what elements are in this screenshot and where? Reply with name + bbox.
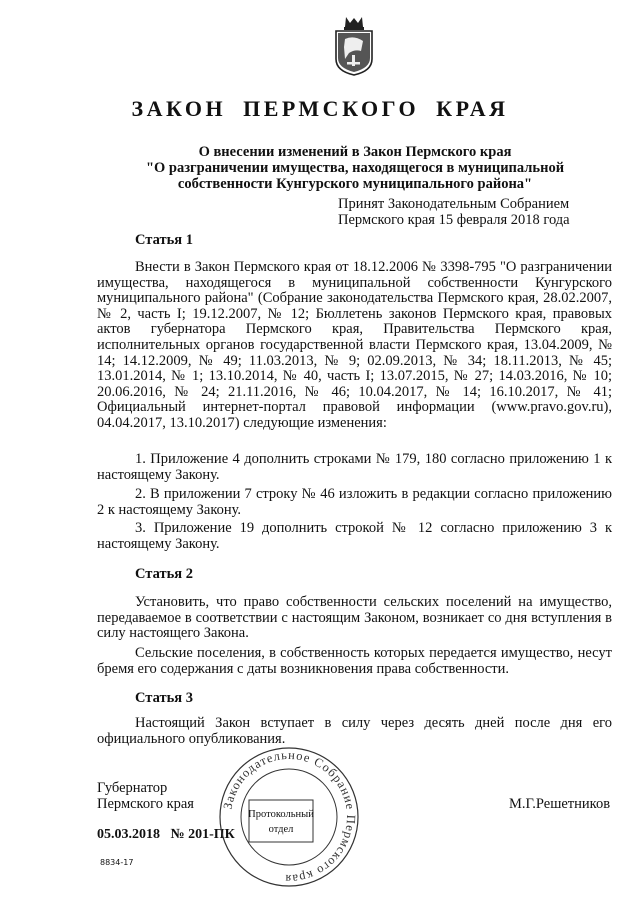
article-3-heading: Статья 3 (135, 690, 193, 706)
article-2-heading: Статья 2 (135, 566, 193, 582)
signatory-position: Губернатор Пермского края (97, 780, 194, 812)
coat-of-arms-icon (333, 15, 375, 77)
signatory-name: М.Г.Решетников (509, 796, 611, 812)
law-date-number: 05.03.2018 № 201-ПК (97, 827, 235, 842)
article-1-intro: Внести в Закон Пермского края от 18.12.2006 № 3398-795 "О разграничении имущества, находящегося в муниципальной собственности Кунгурского муниципального района" (Собрание законодательства Пермского края, 28.02.2007, № 2, часть I; 19.12.2007, № 12; Бюллетень законов Пермского края, правовых актов губернатора Пермского края, Правительства Пермского края, исполнительных органов государственной власти Пермского края, 13.04.2009, № 14; 14.12.2009, № 49; 11.03.2013, № 9; 02.09.2013, № 34; 18.11.2013, № 45; 13.01.2014, № 1; 13.10.2014, № 40, часть I; 13.07.2015, № 27; 14.03.2016, № 10; 20.06.2016, № 24; 21.11.2016, № 46; 10.04.2017, № 14; 16.10.2017, № 41; Официальный интернет-портал правовой информации (www.pravo.gov.ru), 04.04.2017, 13.10.2017) следующие изменения: (97, 259, 612, 431)
stamp-ring-text: Законодательное Собрание Пермского края (220, 747, 359, 887)
article-2-para: Установить, что право собственности сельских поселений на имущество, передаваемое в соответствии с настоящим Законом, возникает со дня вступления в силу настоящего Закона. (97, 594, 612, 642)
article-3-para: Настоящий Закон вступает в силу через десять дней после дня его официального опубликования. (97, 715, 612, 747)
list-item: 3. Приложение 19 дополнить строкой № 12 согласно приложению 3 к настоящему Закону. (97, 520, 612, 552)
adoption-note: Принят Законодательным Собранием Пермского края 15 февраля 2018 года (338, 196, 570, 228)
article-1-heading: Статья 1 (135, 232, 193, 248)
page-title: ЗАКОН ПЕРМСКОГО КРАЯ (131, 96, 509, 121)
document-code: 8834-17 (100, 858, 134, 867)
list-item: 1. Приложение 4 дополнить строками № 179, 180 согласно приложению 1 к настоящему Закону. (97, 451, 612, 483)
law-subtitle: О внесении изменений в Закон Пермского края "О разграничении имущества, находящегося в муниципальной собственности Кунгурского муниципального района" (145, 144, 565, 192)
article-2-para: Сельские поселения, в собственность которых передается имущество, несут бремя его содержания с даты возникновения права собственности. (97, 645, 612, 677)
stamp-center-text: Протокольный отдел (248, 809, 314, 835)
list-item: 2. В приложении 7 строку № 46 изложить в редакции согласно приложению 2 к настоящему Закону. (97, 486, 612, 518)
